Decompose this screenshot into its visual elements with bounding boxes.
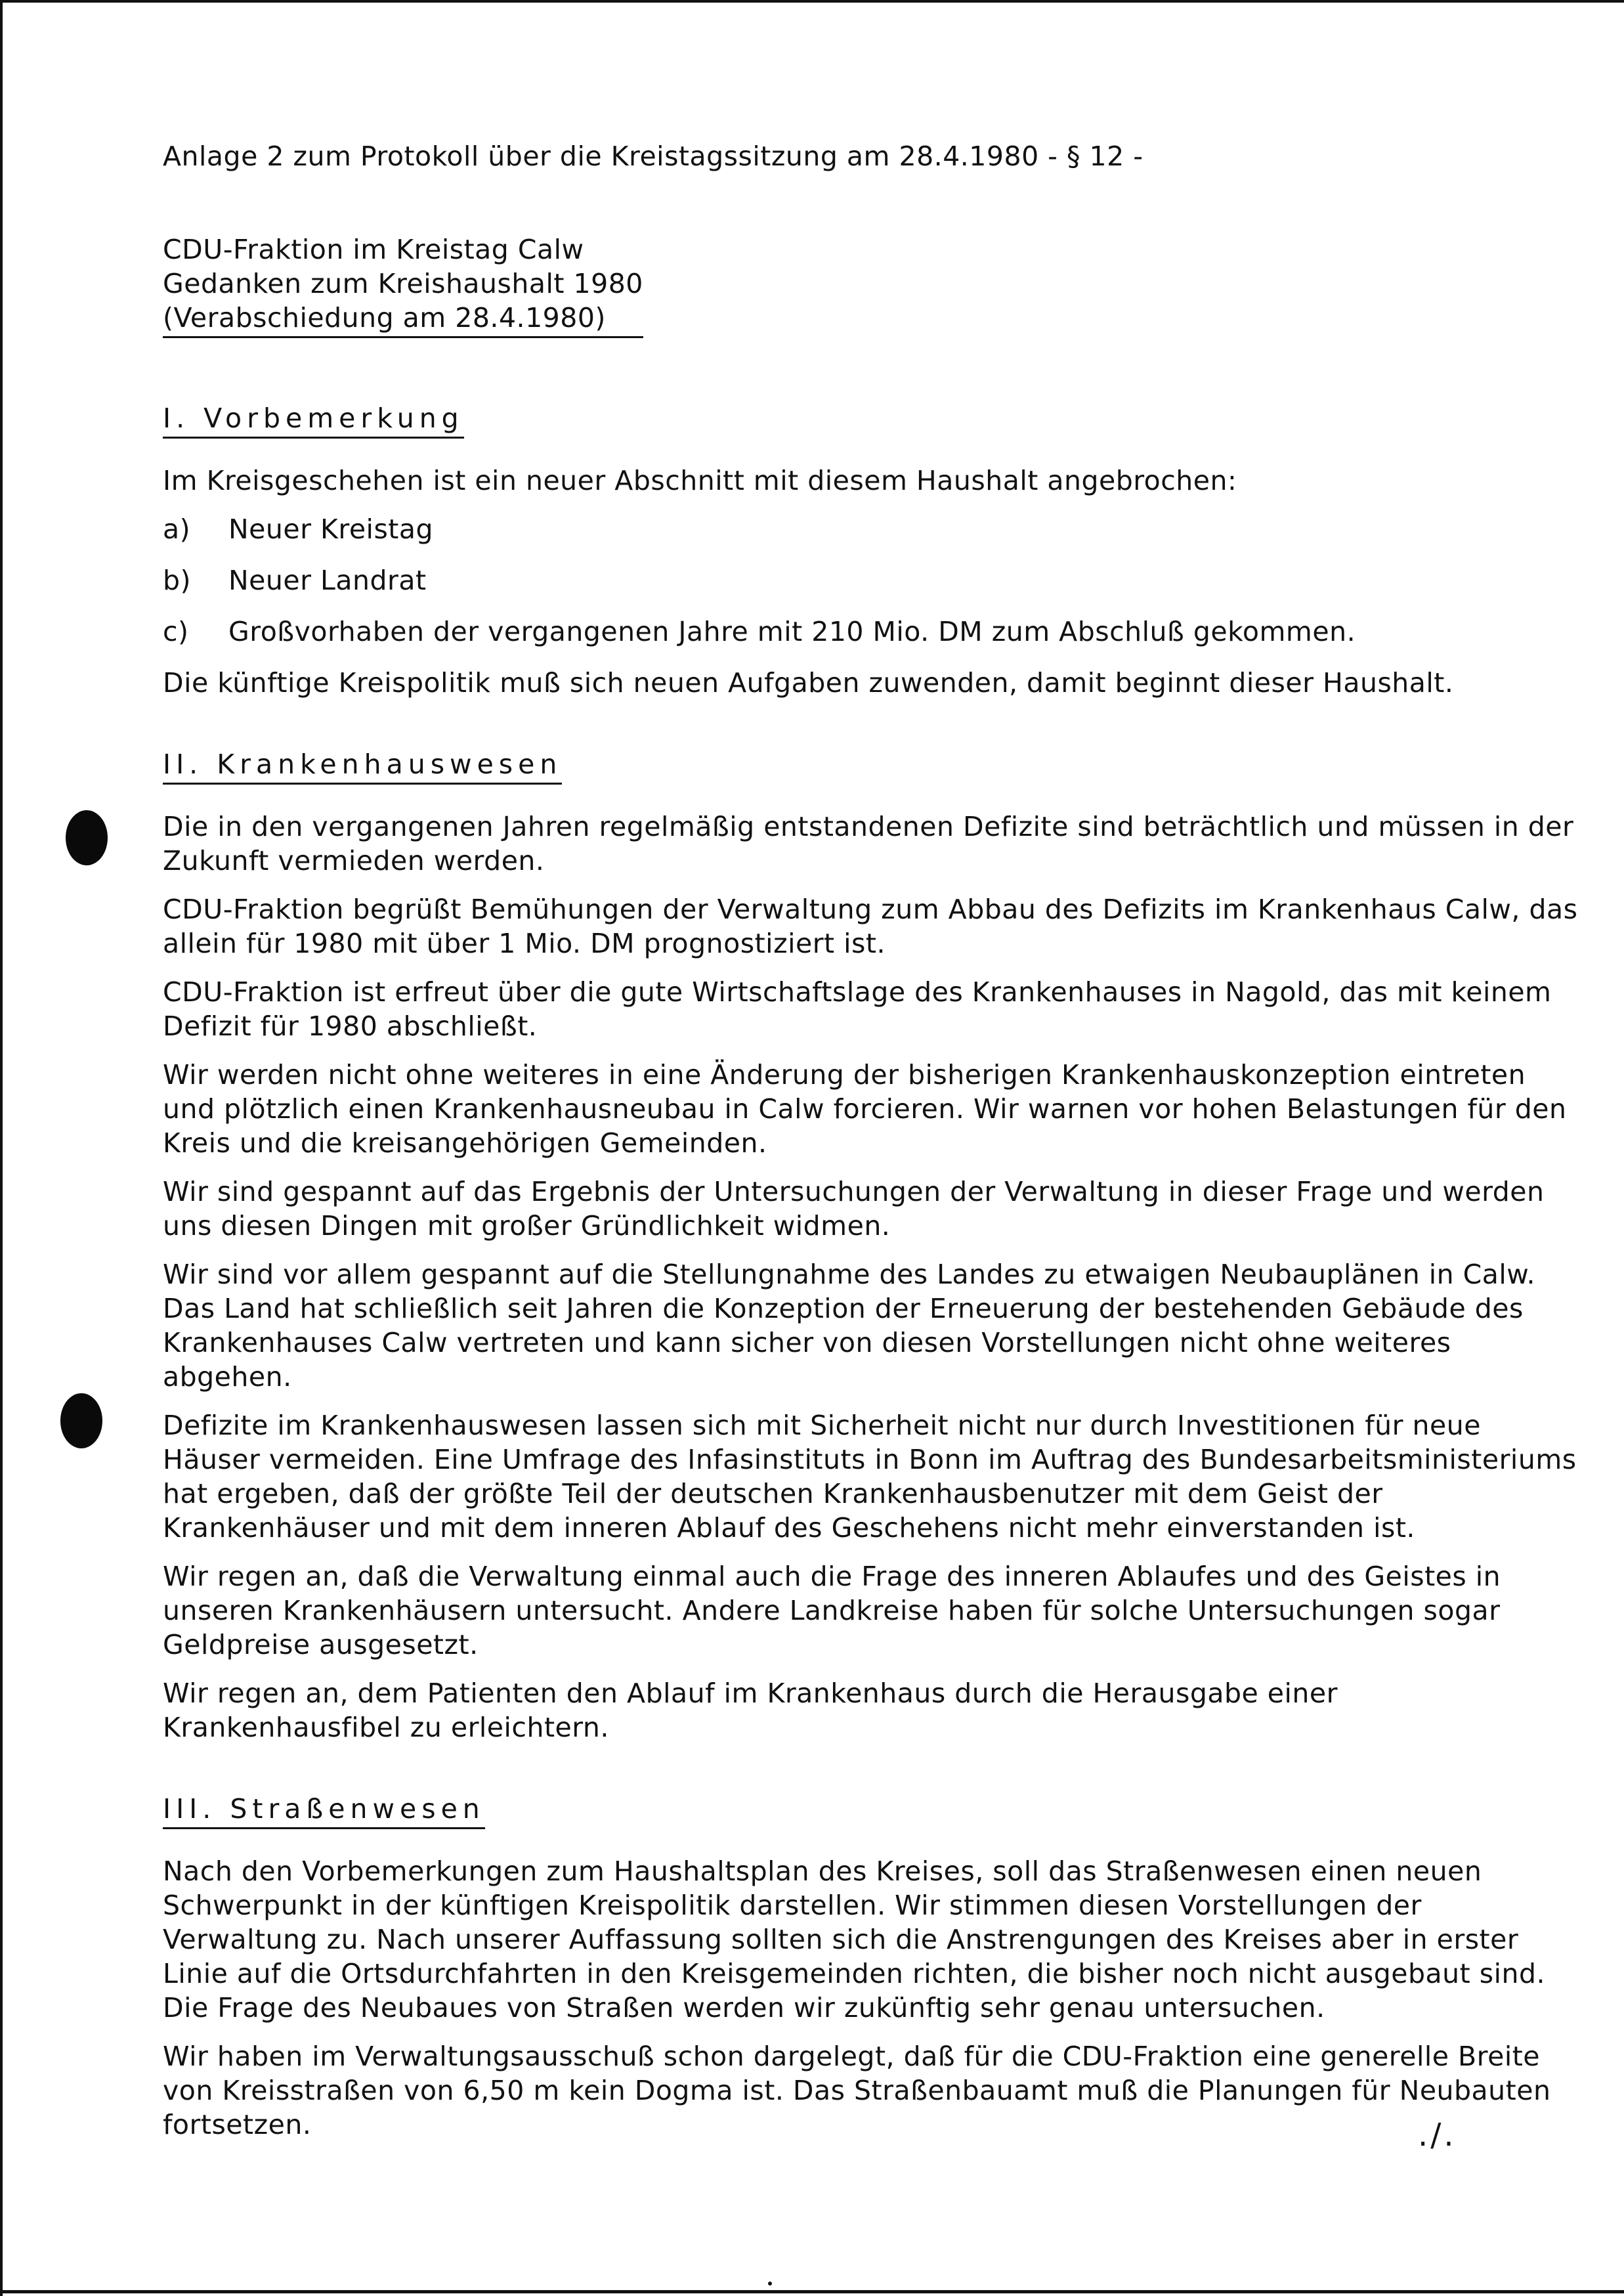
continuation-mark: ./. xyxy=(1418,2117,1457,2154)
scan-border-bottom xyxy=(0,2290,1624,2293)
paragraph: Wir sind gespannt auf das Ergebnis der Untersuchungen der Verwaltung in dieser Frage und werden uns diesen Dingen mit großer Gründlichkeit widmen. xyxy=(163,1176,1545,1242)
list-item-text: Großvorhaben der vergangenen Jahre mit 210 Mio. DM zum Abschluß gekommen. xyxy=(228,616,1356,647)
paragraph: Wir werden nicht ohne weiteres in eine Änderung der bisherigen Krankenhauskonzeption eintreten und plötzlich einen Krankenhausneubau in Calw forcieren. Wir warnen vor hohen Belastungen für den Kreis und die kreisangehörigen Gemeinden. xyxy=(163,1059,1567,1159)
paragraph: Defizite im Krankenhauswesen lassen sich mit Sicherheit nicht nur durch Investitionen für neue Häuser vermeiden. Eine Umfrage des Infasinstituts in Bonn im Auftrag des Bundesarbeitsministeriums hat ergeben, daß der größte Teil der deutschen Krankenhausbenutzer mit dem Geist der Krankenhäuser und mit dem inneren Ablauf des Geschehens nicht mehr einverstanden ist. xyxy=(163,1410,1577,1544)
paragraph: Die in den vergangenen Jahren regelmäßig entstandenen Defizite sind beträchtlich und müssen in der Zukunft vermieden werden. xyxy=(163,811,1574,877)
paragraph: Im Kreisgeschehen ist ein neuer Abschnitt mit diesem Haushalt angebrochen: xyxy=(163,465,1237,496)
intro-block xyxy=(163,232,643,338)
section-strassenwesen xyxy=(163,1792,1581,2142)
section-krankenhauswesen xyxy=(163,747,1581,1744)
punch-hole-mark xyxy=(60,1393,102,1448)
paragraph: Wir regen an, daß die Verwaltung einmal auch die Frage des inneren Ablaufes und des Geistes in unseren Krankenhäusern untersucht. Andere Landkreise haben für solche Untersuchungen sogar Geldpreise ausgesetzt. xyxy=(163,1561,1501,1660)
annex-line: Anlage 2 zum Protokoll über die Kreistagssitzung am 28.4.1980 - § 12 - xyxy=(163,141,1143,172)
scan-dot xyxy=(768,2282,772,2285)
paragraph: Wir sind vor allem gespannt auf die Stellungnahme des Landes zu etwaigen Neubauplänen in Calw. Das Land hat schließlich seit Jahren die Konzeption der Erneuerung der bestehenden Gebäude des Krankenhauses Calw vertreten und kann sicher von diesen Vorstellungen nicht ohne weiteres abgehen. xyxy=(163,1259,1536,1393)
list-marker: b) xyxy=(163,565,192,596)
document-page xyxy=(163,139,1581,2189)
intro-line: Gedanken zum Kreishaushalt 1980 xyxy=(163,268,643,299)
list-item xyxy=(163,512,1581,546)
list-item-text: Neuer Landrat xyxy=(228,565,427,596)
list-item xyxy=(163,615,1581,649)
paragraph: CDU-Fraktion begrüßt Bemühungen der Verwaltung zum Abbau des Defizits im Krankenhaus Calw, das allein für 1980 mit über 1 Mio. DM prognostiziert ist. xyxy=(163,894,1578,959)
paragraph: Nach den Vorbemerkungen zum Haushaltsplan des Kreises, soll das Straßenwesen einen neuen Schwerpunkt in der künftigen Kreispolitik darstellen. Wir stimmen diesen Vorstellungen der Verwaltung zu. Nach unserer Auffassung sollten sich die Anstrengungen des Kreises aber in erster Linie auf die Ortsdurchfahrten in den Kreisgemeinden richten, die bisher noch nicht ausgebaut sind. Die Frage des Neubaues von Straßen werden wir zukünftig sehr genau untersuchen. xyxy=(163,1855,1546,2024)
punch-hole-mark xyxy=(66,810,108,865)
paragraph: CDU-Fraktion ist erfreut über die gute Wirtschaftslage des Krankenhauses in Nagold, das mit keinem Defizit für 1980 abschließt. xyxy=(163,976,1552,1042)
scan-border-left xyxy=(0,0,3,2296)
paragraph: Wir regen an, dem Patienten den Ablauf im Krankenhaus durch die Herausgabe einer Krankenhausfibel zu erleichtern. xyxy=(163,1678,1338,1743)
list-item xyxy=(163,563,1581,597)
list-item-text: Neuer Kreistag xyxy=(228,513,434,545)
list-marker: a) xyxy=(163,513,191,545)
enumerated-list xyxy=(163,512,1581,649)
section-vorbemerkung xyxy=(163,401,1581,700)
section-heading: III. Straßenwesen xyxy=(163,1792,485,1829)
section-heading: II. Krankenhauswesen xyxy=(163,747,562,785)
intro-line: (Verabschiedung am 28.4.1980) xyxy=(163,302,606,334)
intro-line: CDU-Fraktion im Kreistag Calw xyxy=(163,234,584,265)
section-heading: I. Vorbemerkung xyxy=(163,401,464,439)
scan-border-top xyxy=(0,0,1624,3)
list-marker: c) xyxy=(163,616,189,647)
paragraph: Wir haben im Verwaltungsausschuß schon dargelegt, daß für die CDU-Fraktion eine generelle Breite von Kreisstraßen von 6,50 m kein Dogma ist. Das Straßenbauamt muß die Planungen für Neubauten fortsetzen. xyxy=(163,2041,1551,2140)
paragraph: Die künftige Kreispolitik muß sich neuen Aufgaben zuwenden, damit beginnt dieser Haushalt. xyxy=(163,667,1454,699)
